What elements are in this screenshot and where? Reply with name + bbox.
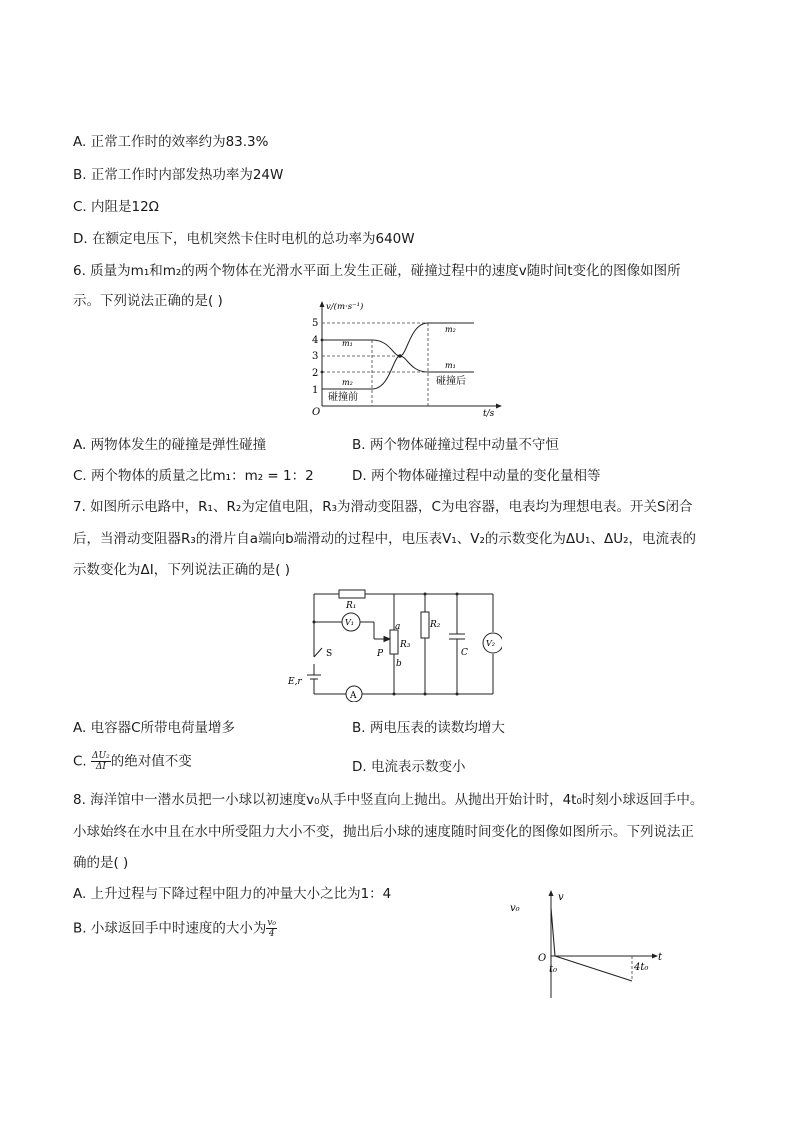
q6-y-tick-1: 1 bbox=[312, 385, 319, 396]
q5-option-c: C. 内阻是12Ω bbox=[73, 199, 160, 215]
q7-label-s: S bbox=[326, 649, 333, 659]
q7-label-b: b bbox=[396, 659, 402, 669]
q6-option-c: C. 两个物体的质量之比m₁：m₂ = 1：2 bbox=[73, 468, 314, 484]
q6-vt-graph bbox=[300, 298, 510, 420]
q6-label-m2-before: m₂ bbox=[342, 378, 353, 387]
q8-option-b-numerator: v₀ bbox=[267, 918, 277, 928]
q6-y-tick-5: 5 bbox=[312, 318, 319, 329]
q7-label-p: P bbox=[377, 649, 384, 659]
q6-option-a: A. 两物体发生的碰撞是弹性碰撞 bbox=[73, 437, 267, 453]
q7-option-c-suffix: 的绝对值不变 bbox=[110, 753, 192, 770]
q8-stem-line2: 小球始终在水中且在水中所受阻力大小不变，抛出后小球的速度随时间变化的图像如图所示。下列说法正 bbox=[73, 824, 694, 840]
q8-stem-line1: 8. 海洋馆中一潜水员把一小球以初速度v₀从手中竖直向上抛出。从抛出开始计时，4t₀时刻小球返回手中。 bbox=[73, 792, 704, 808]
q7-label-ammeter: A bbox=[350, 691, 357, 701]
q6-label-m1-before: m₁ bbox=[342, 339, 353, 348]
q7-stem-line2: 后，当滑动变阻器R₃的滑片自a端向b端滑动的过程中，电压表V₁、V₂的示数变化为ΔU₁、ΔU₂，电流表的 bbox=[73, 531, 696, 547]
q6-label-m2-after: m₂ bbox=[445, 325, 456, 334]
q8-label-4t0: 4t₀ bbox=[634, 962, 649, 973]
q8-label-t0: t₀ bbox=[549, 964, 558, 975]
q7-label-v1: V₁ bbox=[345, 618, 354, 627]
q8-label-origin: O bbox=[538, 953, 547, 964]
q6-label-after: 碰撞后 bbox=[436, 376, 466, 387]
q7-stem-line1: 7. 如图所示电路中，R₁、R₂为定值电阻，R₃为滑动变阻器，C为电容器，电表均为理想电表。开关S闭合 bbox=[73, 499, 693, 515]
q6-label-before: 碰撞前 bbox=[328, 392, 358, 403]
q5-option-a: A. 正常工作时的效率约为83.3% bbox=[73, 134, 269, 150]
q8-option-b-prefix: B. 小球返回手中时速度的大小为 bbox=[73, 920, 267, 937]
q8-label-v: v bbox=[558, 892, 564, 903]
q7-option-c-numerator: ΔU₂ bbox=[92, 751, 110, 761]
q7-option-c-denominator: ΔI bbox=[95, 762, 106, 772]
q7-label-a: a bbox=[395, 622, 401, 632]
q6-y-axis-label: v/(m·s⁻¹) bbox=[326, 302, 364, 312]
q5-option-b: B. 正常工作时内部发热功率为24W bbox=[73, 167, 284, 183]
q7-option-c-prefix: C. bbox=[73, 753, 92, 770]
q8-option-a: A. 上升过程与下降过程中阻力的冲量大小之比为1：4 bbox=[73, 886, 392, 902]
q7-circuit-diagram bbox=[282, 584, 502, 702]
q7-label-c: C bbox=[461, 648, 468, 658]
q6-option-b: B. 两个物体碰撞过程中动量不守恒 bbox=[352, 437, 559, 453]
q7-label-r3: R₃ bbox=[400, 640, 411, 650]
q6-y-tick-4: 4 bbox=[312, 335, 319, 346]
q8-label-t: t bbox=[658, 952, 663, 963]
q5-option-d: D. 在额定电压下，电机突然卡住时电机的总功率为640W bbox=[73, 231, 415, 247]
q8-stem-line3: 确的是( ) bbox=[73, 855, 129, 871]
q8-label-v0: v₀ bbox=[510, 903, 520, 914]
q6-y-tick-2: 2 bbox=[312, 368, 319, 379]
q7-option-a: A. 电容器C所带电荷量增多 bbox=[73, 720, 236, 736]
q7-option-d: D. 电流表示数变小 bbox=[352, 759, 466, 775]
q8-option-b-fraction bbox=[266, 918, 277, 939]
q7-label-r1: R₁ bbox=[346, 601, 357, 611]
q6-origin-label: O bbox=[312, 407, 321, 418]
q8-upward-motion-line bbox=[551, 908, 555, 956]
q8-vt-graph bbox=[500, 886, 672, 1002]
q6-label-m1-after: m₁ bbox=[445, 361, 456, 370]
q6-option-d: D. 两个物体碰撞过程中动量的变化量相等 bbox=[352, 468, 601, 484]
q7-option-c bbox=[73, 751, 192, 772]
q7-option-c-fraction bbox=[91, 751, 111, 772]
q7-label-r2: R₂ bbox=[430, 620, 441, 630]
q6-stem-line1: 6. 质量为m₁和m₂的两个物体在光滑水平面上发生正碰，碰撞过程中的速度v随时间t变化的图像如图所 bbox=[73, 263, 681, 279]
q7-label-er: E,r bbox=[288, 677, 302, 687]
q7-option-b: B. 两电压表的读数均增大 bbox=[352, 720, 505, 736]
q8-downward-motion-line bbox=[555, 956, 632, 981]
q8-option-b-denominator: 4 bbox=[268, 929, 275, 939]
q6-y-tick-3: 3 bbox=[312, 351, 319, 362]
q6-stem-line2: 示。下列说法正确的是( ) bbox=[73, 293, 223, 309]
q8-option-b bbox=[73, 918, 277, 939]
q7-stem-line3: 示数变化为ΔI，下列说法正确的是( ) bbox=[73, 562, 291, 578]
q7-label-v2: V₂ bbox=[486, 639, 495, 648]
q6-x-axis-label: t/s bbox=[483, 409, 495, 419]
